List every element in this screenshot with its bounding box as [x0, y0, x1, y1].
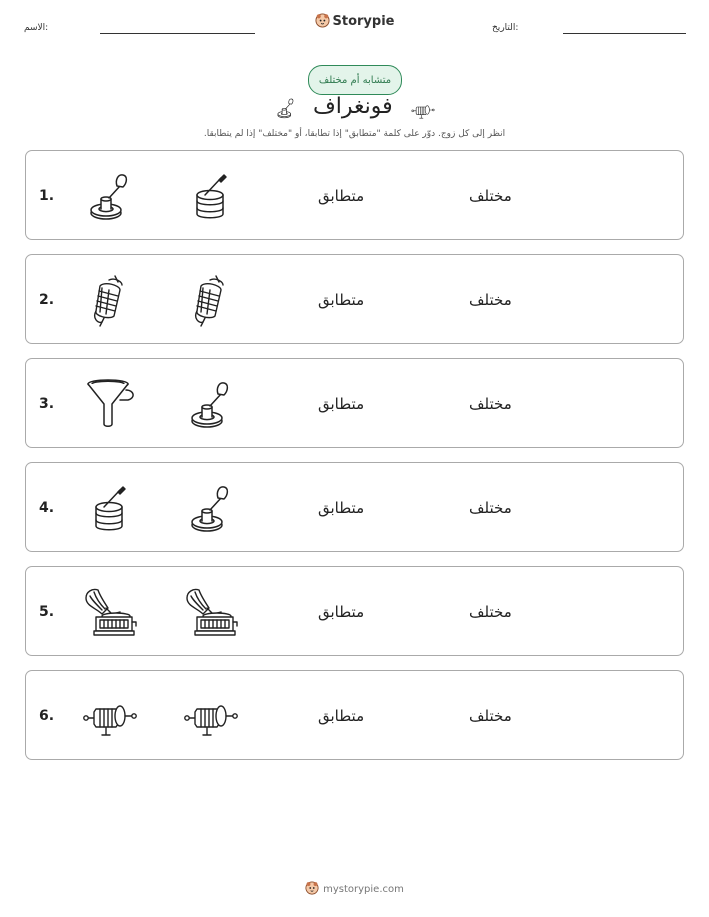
storypie-logo-icon	[315, 13, 330, 28]
cylinder-icon	[408, 98, 438, 122]
date-line[interactable]	[563, 33, 686, 34]
name-label: الاسم:	[24, 23, 49, 33]
gramophone-icon	[82, 584, 138, 640]
crank-icon	[274, 96, 298, 120]
exercise-row-1	[25, 150, 684, 240]
option-different[interactable]: مختلف	[469, 187, 512, 205]
exercise-row-3	[25, 358, 684, 448]
gramophone-icon	[183, 584, 239, 640]
option-same[interactable]: متطابق	[318, 707, 365, 725]
name-line[interactable]	[100, 33, 255, 34]
exercise-row-2	[25, 254, 684, 344]
crank-icon	[183, 480, 239, 536]
crank-icon	[183, 376, 239, 432]
option-same[interactable]: متطابق	[318, 187, 365, 205]
brand	[0, 13, 709, 29]
row-number: 4.	[39, 500, 55, 516]
option-same[interactable]: متطابق	[318, 499, 365, 517]
instructions: انظر إلى كل زوج. دوّر على كلمة "متطابق" إذا تطابقا، أو "مختلف" إذا لم يتطابقا.	[203, 129, 506, 139]
row-number: 3.	[39, 396, 55, 412]
spring-spool-icon	[183, 272, 239, 328]
exercise-row-4	[25, 462, 684, 552]
option-different[interactable]: مختلف	[469, 603, 512, 621]
cylinder-icon	[82, 688, 138, 744]
option-different[interactable]: مختلف	[469, 499, 512, 517]
spring-spool-icon	[82, 272, 138, 328]
page-title: فونغراف	[313, 94, 393, 119]
category-badge: متشابه أم مختلف	[308, 65, 402, 95]
option-different[interactable]: مختلف	[469, 707, 512, 725]
option-same[interactable]: متطابق	[318, 395, 365, 413]
exercise-row-5	[25, 566, 684, 656]
option-different[interactable]: مختلف	[469, 395, 512, 413]
cup-brush-icon	[183, 168, 239, 224]
option-same[interactable]: متطابق	[318, 603, 365, 621]
footer-url[interactable]: mystorypie.com	[323, 884, 404, 895]
option-different[interactable]: مختلف	[469, 291, 512, 309]
cup-brush-icon	[82, 480, 138, 536]
crank-icon	[82, 168, 138, 224]
row-number: 6.	[39, 708, 55, 724]
storypie-logo-icon	[305, 881, 319, 895]
footer	[0, 881, 709, 895]
cylinder-icon	[183, 688, 239, 744]
exercise-row-6	[25, 670, 684, 760]
option-same[interactable]: متطابق	[318, 291, 365, 309]
row-number: 2.	[39, 292, 55, 308]
title-row	[0, 92, 709, 126]
brand-name: Storypie	[332, 14, 395, 29]
date-label: التاريخ:	[492, 23, 519, 33]
row-number: 1.	[39, 188, 55, 204]
row-number: 5.	[39, 604, 55, 620]
funnel-icon	[82, 376, 138, 432]
